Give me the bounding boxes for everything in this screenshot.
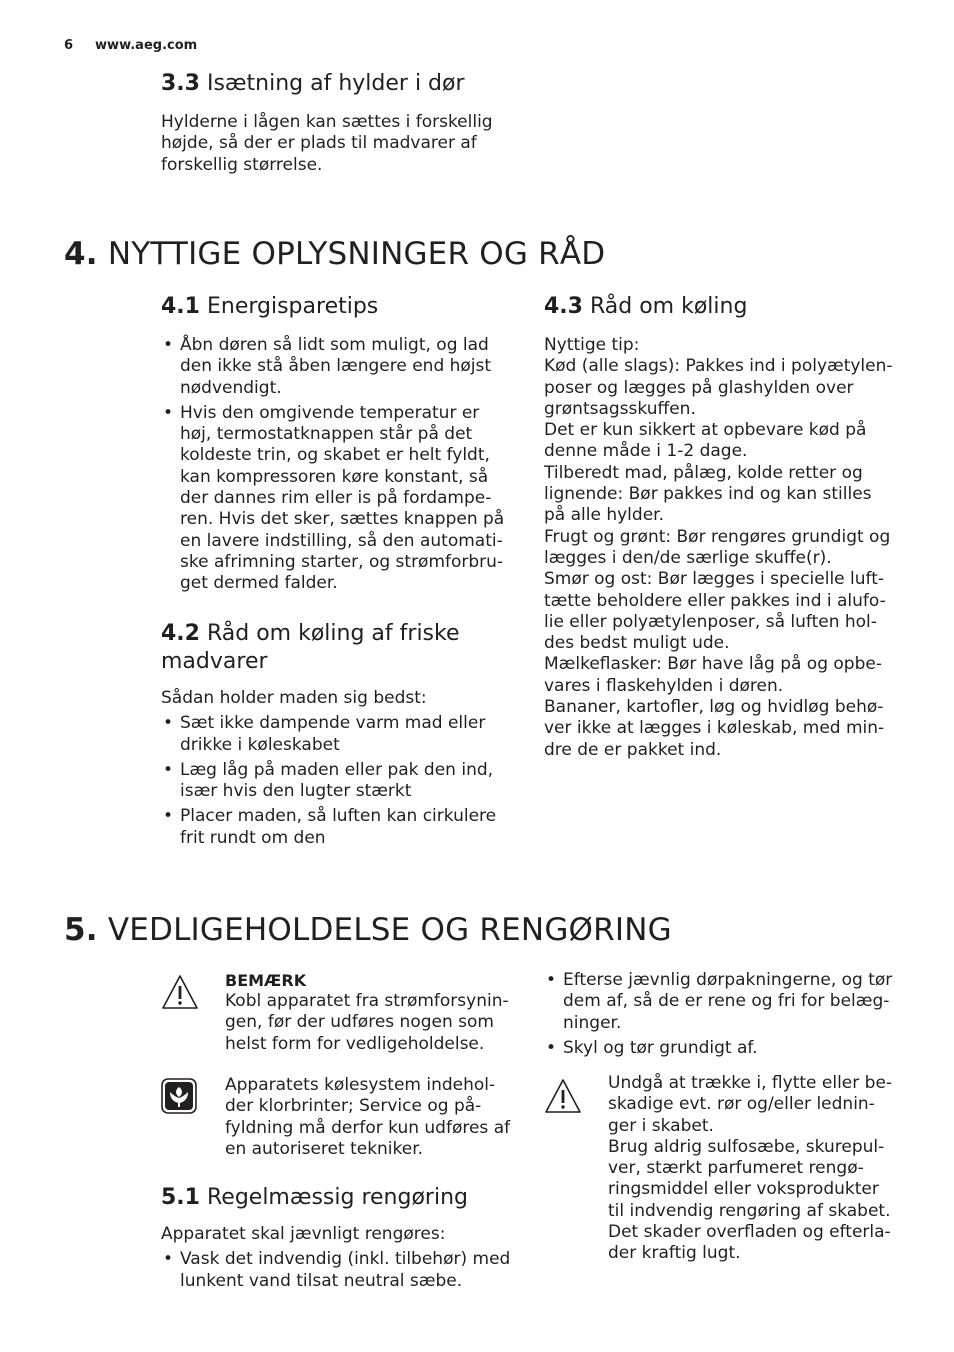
- section-title: Energisparetips: [206, 294, 379, 319]
- notice-box: [225, 970, 520, 1055]
- section-title: Regelmæssig rengøring: [206, 1185, 468, 1210]
- tip-line: Kød (alle slags): Pakkes ind i polyætylen-poser og lægges på glashylden over grøntsagsskuffen.: [544, 356, 893, 419]
- list-item: • Efterse jævnlig dørpakningerne, og tør dem af, så de er rene og fri for belæg-ninger.: [544, 970, 899, 1034]
- chapter-4-heading: [64, 236, 924, 272]
- notice-body: Kobl apparatet fra strømforsynin-gen, før der udføres nogen som helst form for vedligeholdelse.: [225, 991, 509, 1054]
- list-item: • Åbn døren så lidt som muligt, og lad den ikke stå åben længere end højst nødvendigt.: [161, 335, 511, 399]
- tip-line: Det er kun sikkert at opbevare kød på denne måde i 1-2 dage.: [544, 420, 867, 462]
- section-number: 4.3: [544, 294, 583, 319]
- section-4-3: [544, 293, 894, 761]
- notice-title: BEMÆRK: [225, 971, 307, 990]
- tip-line: Smør og ost: Bør lægges i specielle luft-tætte beholdere eller pakkes ind i alufo-lie eller polyætylenposer, så luften hol-des bedst muligt ude.: [544, 569, 886, 654]
- chapter-5-heading: [64, 912, 924, 948]
- warning-icon: [544, 1078, 582, 1118]
- chapter-number: 4.: [64, 236, 98, 272]
- warning-line: Undgå at trække i, flytte eller be-skadige evt. rør og/eller lednin-ger i skabet.: [608, 1073, 893, 1136]
- environment-notice: [225, 1075, 520, 1160]
- section-3-3-heading: [161, 70, 521, 98]
- list-item: • Sæt ikke dampende varm mad eller drikke i køleskabet: [161, 713, 511, 756]
- section-4-2-intro: Sådan holder maden sig bedst:: [161, 688, 427, 708]
- section-3-3: [161, 70, 521, 176]
- page-number: 6: [64, 38, 74, 53]
- section-5-1: [161, 1184, 521, 1296]
- section-4-3-heading: [544, 293, 894, 321]
- list-item: • Hvis den omgivende temperatur er høj, termostatknappen står på det koldeste trin, og skabet er helt fyldt, kan kompressoren køre konstant, så der dannes rim eller is på fordampe-ren. Hvis det sker, sættes knappen på en lavere indstilling, så den automati-ske afrimning starter, og strømforbru-get dermed falder.: [161, 403, 511, 595]
- chapter-title: VEDLIGEHOLDELSE OG RENGØRING: [107, 912, 672, 948]
- chapter-title: NYTTIGE OPLYSNINGER OG RÅD: [107, 236, 606, 272]
- section-number: 3.3: [161, 71, 200, 96]
- cleaning-warning: [608, 1073, 900, 1265]
- cleaning-list-right: [544, 970, 899, 1059]
- energy-tips-list: [161, 335, 511, 595]
- section-title: Isætning af hylder i dør: [206, 71, 465, 96]
- tip-line: Tilberedt mad, pålæg, kolde retter og lignende: Bør pakkes ind og kan stilles på alle hylder.: [544, 462, 872, 526]
- warning-icon: [161, 974, 199, 1014]
- cleaning-list-left: [161, 1249, 511, 1292]
- list-item: • Læg låg på maden eller pak den ind, især hvis den lugter stærkt: [161, 760, 511, 803]
- section-4-1-heading: [161, 293, 511, 321]
- environment-body: Apparatets kølesystem indehol-der klorbrinter; Service og på-fyldning må derfor kun udføres af en autoriseret tekniker.: [225, 1075, 511, 1159]
- chapter-4: [64, 236, 924, 272]
- environment-icon: [161, 1078, 197, 1118]
- section-4-2: [161, 620, 511, 853]
- chapter-number: 5.: [64, 912, 98, 948]
- list-item: • Skyl og tør grundigt af.: [544, 1038, 899, 1059]
- list-item: • Placer maden, så luften kan cirkulere frit rundt om den: [161, 806, 511, 849]
- cooling-tips-text: [544, 335, 894, 761]
- section-number: 4.2: [161, 621, 200, 646]
- section-title: Råd om køling af friske madvarer: [161, 621, 460, 674]
- chapter-5: [64, 912, 924, 948]
- section-3-3-body: Hylderne i lågen kan sættes i forskellig højde, så der er plads til madvarer af forskellig størrelse.: [161, 112, 493, 175]
- list-item: • Vask det indvendig (inkl. tilbehør) med lunkent vand tilsat neutral sæbe.: [161, 1249, 511, 1292]
- section-4-1: [161, 293, 511, 599]
- page-header: [64, 38, 197, 53]
- section-title: Råd om køling: [589, 294, 748, 319]
- warning-line: Brug aldrig sulfosæbe, skurepul-ver, stærkt parfumeret rengø-ringsmiddel eller voksprodukter til indvendig rengøring af skabet. Det skader overfladen og efterla-der kraftig lugt.: [608, 1136, 891, 1264]
- fresh-food-list: [161, 713, 511, 849]
- section-number: 4.1: [161, 294, 200, 319]
- section-5-1-heading: [161, 1184, 521, 1212]
- website-url: www.aeg.com: [95, 38, 198, 53]
- tip-line: Bananer, kartofler, løg og hvidløg behø-ver ikke at lægges i køleskab, med min-dre de er pakket ind.: [544, 697, 885, 760]
- section-5-1-intro: Apparatet skal jævnligt rengøres:: [161, 1224, 446, 1244]
- section-number: 5.1: [161, 1185, 200, 1210]
- tip-line: Frugt og grønt: Bør rengøres grundigt og lægges i den/de særlige skuffe(r).: [544, 526, 891, 568]
- section-4-2-heading: [161, 620, 481, 676]
- cleaning-list-right-block: [544, 970, 899, 1063]
- tip-line: Nyttige tip:: [544, 335, 640, 355]
- tip-line: Mælkeflasker: Bør have låg på og opbe-vares i flaskehylden i døren.: [544, 654, 882, 696]
